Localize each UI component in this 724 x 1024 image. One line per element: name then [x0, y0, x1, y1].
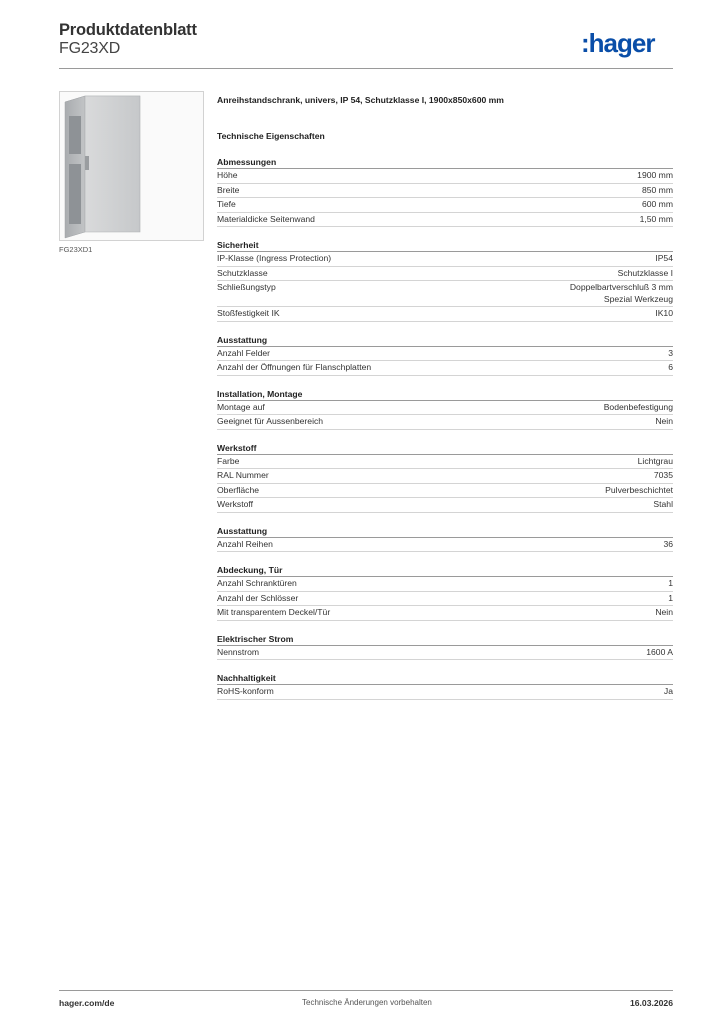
spec-section	[217, 239, 673, 322]
page-header	[59, 20, 673, 70]
spec-value: Lichtgrau	[637, 455, 673, 466]
section-title: Abmessungen	[217, 156, 673, 169]
spec-value: 1900 mm	[637, 170, 673, 180]
spec-value: Doppelbartverschluß 3 mm Spezial Werkzeug	[569, 282, 673, 304]
spec-row	[217, 401, 673, 416]
footer-notice: Technische Änderungen vorbehalten	[302, 998, 432, 1007]
spec-row	[217, 577, 673, 592]
spec-section	[217, 525, 673, 553]
spec-row	[217, 685, 673, 700]
spec-label: Montage auf	[217, 401, 265, 412]
spec-label: Geeignet für Aussenbereich	[217, 416, 324, 426]
spec-label: Anzahl Felder	[217, 347, 271, 358]
spec-value: Nein	[655, 607, 673, 617]
section-title: Abdeckung, Tür	[217, 564, 673, 577]
section-title: Nachhaltigkeit	[217, 672, 673, 685]
spec-row	[217, 213, 673, 228]
spec-value: Ja	[663, 686, 673, 696]
spec-row	[217, 415, 673, 430]
spec-label: Schutzklasse	[217, 267, 268, 278]
spec-section	[217, 388, 673, 430]
spec-value: 6	[668, 362, 673, 372]
spec-value: IK10	[655, 308, 673, 318]
spec-label: Tiefe	[217, 199, 236, 209]
spec-row	[217, 307, 673, 322]
section-title: Installation, Montage	[217, 388, 673, 401]
section-title: Sicherheit	[217, 239, 673, 252]
product-image-frame	[59, 91, 204, 241]
spec-value: 36	[663, 538, 673, 549]
spec-label: Werkstoff	[217, 499, 253, 509]
spec-label: Stoßfestigkeit IK	[217, 308, 280, 318]
spec-section	[217, 564, 673, 621]
spec-row	[217, 198, 673, 213]
spec-value: Nein	[655, 416, 673, 426]
spec-label: Oberfläche	[217, 484, 260, 495]
spec-section	[217, 156, 673, 227]
spec-row	[217, 455, 673, 470]
spec-row	[217, 484, 673, 499]
section-title: Elektrischer Strom	[217, 633, 673, 646]
spec-label: Anzahl Reihen	[217, 538, 273, 549]
spec-row	[217, 538, 673, 553]
spec-row	[217, 169, 673, 184]
spec-section	[217, 442, 673, 513]
spec-row	[217, 361, 673, 376]
section-title: Ausstattung	[217, 334, 673, 347]
spec-label: RAL Nummer	[217, 470, 269, 480]
footer-website: hager.com/de	[59, 998, 115, 1008]
spec-value: 850 mm	[641, 184, 673, 195]
spec-value: 600 mm	[641, 199, 673, 209]
spec-label: Anzahl Schranktüren	[217, 578, 297, 588]
spec-section	[217, 334, 673, 376]
spec-label: Schließungstyp	[217, 282, 276, 292]
spec-value: 1600 A	[646, 646, 673, 657]
spec-label: RoHS-konform	[217, 686, 274, 696]
spec-label: IP-Klasse (Ingress Protection)	[217, 253, 332, 263]
spec-row	[217, 184, 673, 199]
spec-row	[217, 646, 673, 661]
section-title: Werkstoff	[217, 442, 673, 455]
spec-value: 1	[668, 592, 673, 603]
footer-divider	[59, 990, 673, 991]
spec-section	[217, 672, 673, 700]
spec-value: 1,50 mm	[639, 213, 673, 224]
spec-value: 3	[668, 347, 673, 358]
spec-sections	[217, 156, 673, 700]
spec-label: Breite	[217, 184, 240, 195]
cabinet-image	[60, 92, 203, 240]
spec-row	[217, 606, 673, 621]
spec-row	[217, 267, 673, 282]
spec-label: Materialdicke Seitenwand	[217, 213, 315, 224]
document-title: Produktdatenblatt	[59, 21, 197, 39]
spec-content	[217, 94, 673, 700]
product-code: FG23XD	[59, 40, 121, 57]
hager-logo	[581, 26, 673, 60]
spec-label: Farbe	[217, 455, 240, 466]
spec-label: Mit transparentem Deckel/Tür	[217, 607, 331, 617]
spec-value: Stahl	[653, 499, 673, 509]
image-caption: FG23XD1	[59, 245, 93, 254]
product-description: Anreihstandschrank, univers, IP 54, Schutzklasse I, 1900x850x600 mm	[217, 95, 504, 105]
spec-row	[217, 592, 673, 607]
spec-label: Nennstrom	[217, 646, 260, 657]
spec-row	[217, 498, 673, 513]
spec-row	[217, 469, 673, 484]
section-title: Ausstattung	[217, 525, 673, 538]
spec-value: 1	[668, 578, 673, 588]
spec-label: Anzahl der Öffnungen für Flanschplatten	[217, 362, 372, 372]
spec-heading: Technische Eigenschaften	[217, 131, 325, 141]
spec-label: Anzahl der Schlösser	[217, 592, 299, 603]
spec-value: IP54	[655, 253, 673, 263]
spec-row	[217, 281, 673, 307]
spec-label: Höhe	[217, 170, 238, 180]
spec-section	[217, 633, 673, 661]
spec-row	[217, 347, 673, 362]
spec-row	[217, 252, 673, 267]
spec-value: Schutzklasse I	[617, 267, 673, 278]
logo-text: :hager	[581, 28, 655, 58]
footer-date: 16.03.2026	[629, 998, 673, 1008]
spec-value: Pulverbeschichtet	[605, 484, 673, 495]
header-divider	[59, 68, 673, 69]
spec-value: Bodenbefestigung	[603, 401, 673, 412]
spec-value: 7035	[653, 470, 673, 480]
